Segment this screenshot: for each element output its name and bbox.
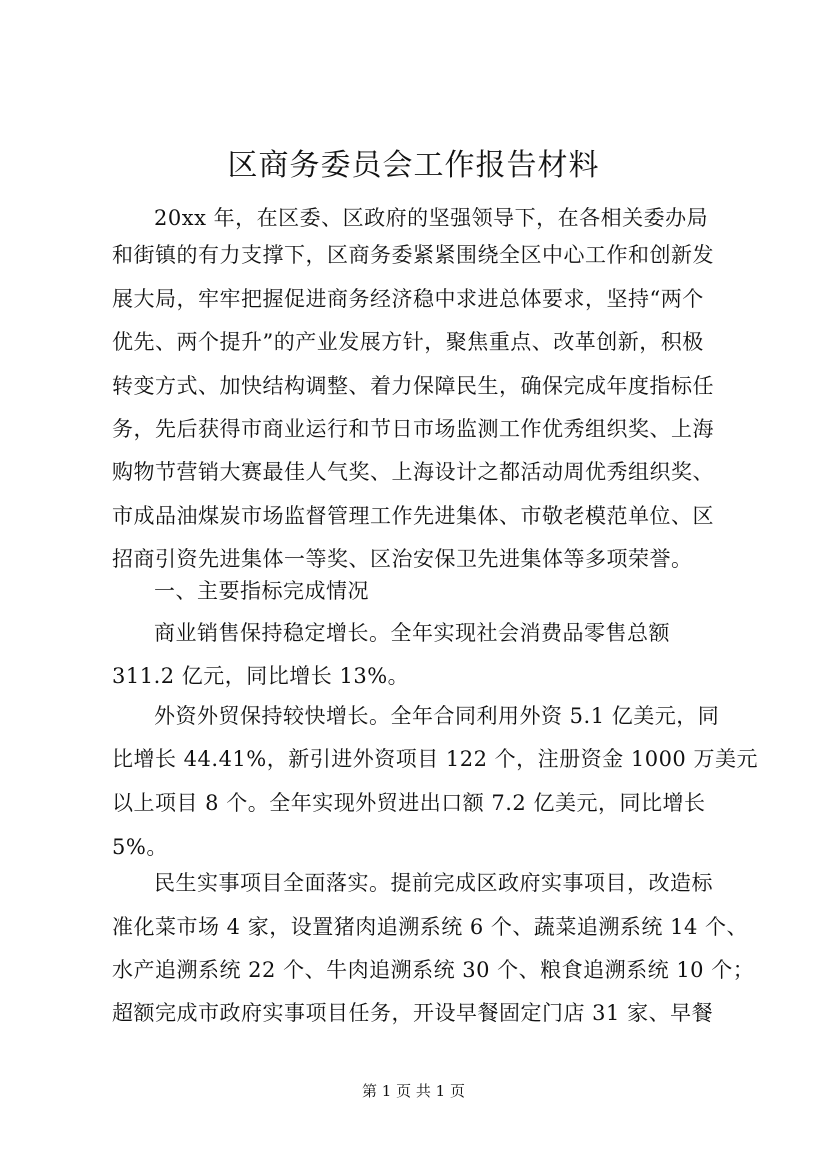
paragraph-line: 超额完成市政府实事项目任务，开设早餐固定门店 31 家、早餐 bbox=[112, 1001, 714, 1025]
paragraph-line: 311.2 亿元，同比增长 13%。 bbox=[112, 664, 410, 688]
paragraph-line: 优先、两个提升”的产业发展方针，聚焦重点、改革创新，积极 bbox=[112, 330, 704, 354]
paragraph-line: 市成品油煤炭市场监督管理工作先进集体、市敬老模范单位、区 bbox=[112, 504, 714, 528]
section-heading: 一、主要指标完成情况 bbox=[154, 579, 369, 603]
paragraph-line: 比增长 44.41%，新引进外资项目 122 个，注册资金 1000 万美元 bbox=[112, 747, 758, 771]
paragraph-line: 购物节营销大赛最佳人气奖、上海设计之都活动周优秀组织奖、 bbox=[112, 460, 714, 484]
paragraph-line: 水产追溯系统 22 个、牛肉追溯系统 30 个、粮食追溯系统 10 个； bbox=[112, 958, 755, 982]
paragraph-line: 商业销售保持稳定增长。全年实现社会消费品零售总额 bbox=[154, 621, 670, 645]
paragraph-line: 20xx 年，在区委、区政府的坚强领导下，在各相关委办局 bbox=[154, 206, 709, 230]
paragraph-line: 务，先后获得市商业运行和节日市场监测工作优秀组织奖、上海 bbox=[112, 417, 714, 441]
paragraph-line: 民生实事项目全面落实。提前完成区政府实事项目，改造标 bbox=[154, 871, 713, 895]
paragraph-line: 展大局，牢牢把握促进商务经济稳中求进总体要求，坚持“两个 bbox=[112, 287, 704, 311]
document-title: 区商务委员会工作报告材料 bbox=[227, 148, 600, 183]
paragraph-line: 准化菜市场 4 家，设置猪肉追溯系统 6 个、蔬菜追溯系统 14 个、 bbox=[112, 915, 748, 939]
paragraph-line: 外资外贸保持较快增长。全年合同利用外资 5.1 亿美元，同 bbox=[154, 704, 720, 728]
paragraph-line: 5%。 bbox=[112, 835, 168, 859]
page-footer: 第 1 页 共 1 页 bbox=[362, 1082, 465, 1100]
paragraph-line: 以上项目 8 个。全年实现外贸进出口额 7.2 亿美元，同比增长 bbox=[112, 791, 706, 815]
paragraph-line: 招商引资先进集体一等奖、区治安保卫先进集体等多项荣誉。 bbox=[112, 547, 693, 571]
paragraph-line: 和街镇的有力支撑下，区商务委紧紧围绕全区中心工作和创新发 bbox=[112, 243, 714, 267]
paragraph-line: 转变方式、加快结构调整、着力保障民生，确保完成年度指标任 bbox=[112, 374, 714, 398]
